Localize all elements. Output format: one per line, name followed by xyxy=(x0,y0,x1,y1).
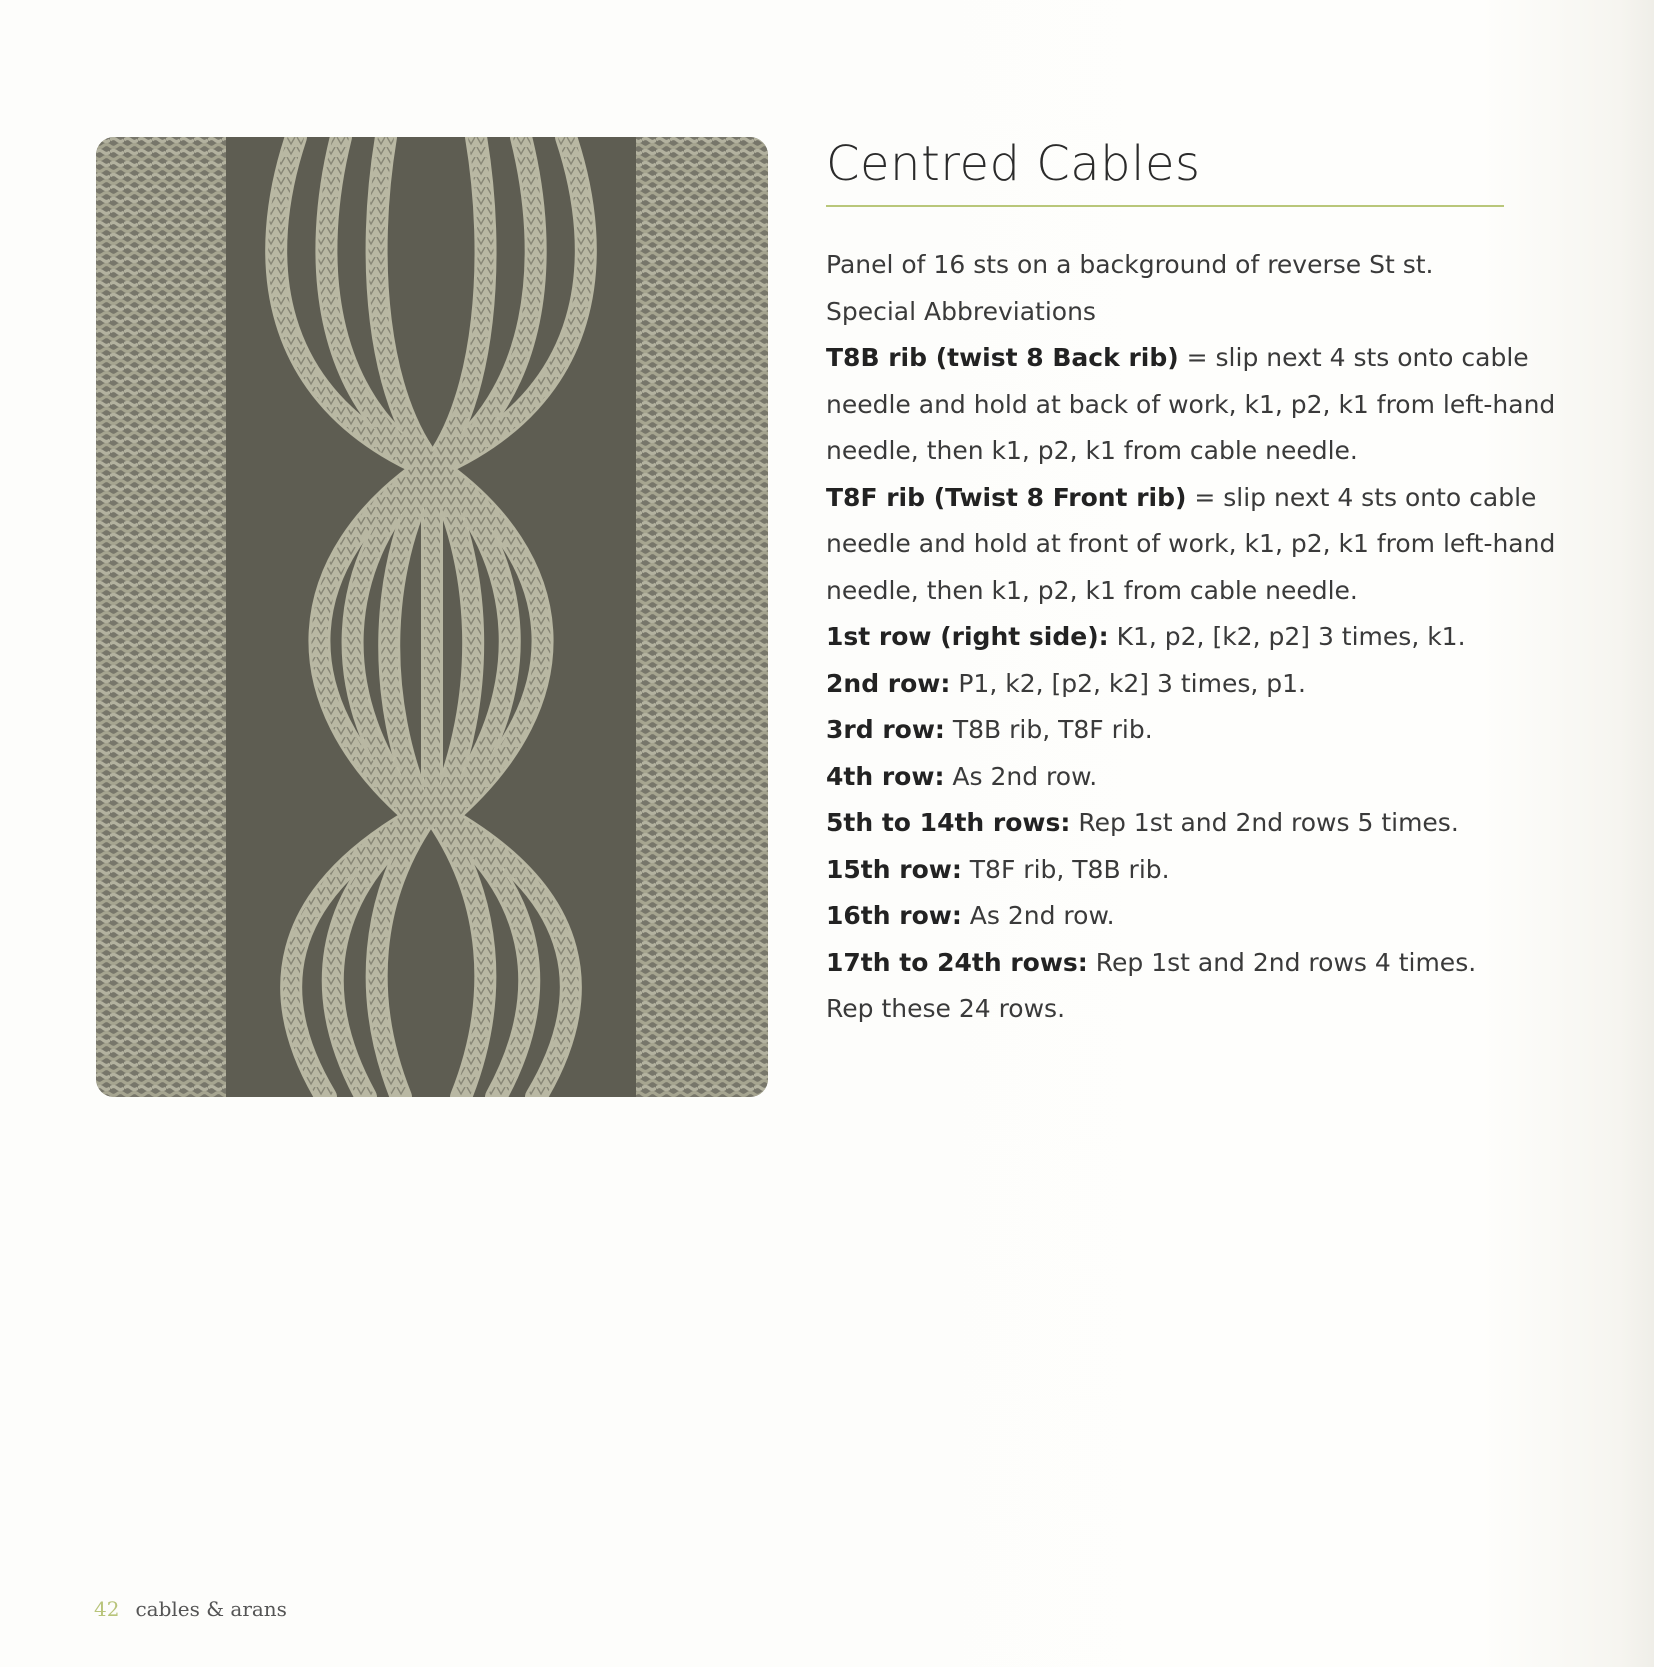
instruction-text: As 2nd row. xyxy=(961,901,1115,930)
instruction-text: needle and hold at back of work, k1, p2, k1 from left-hand xyxy=(826,389,1556,419)
instruction-text: = slip next 4 sts onto cable xyxy=(1178,343,1529,372)
instruction-label: 4th row: xyxy=(826,761,945,791)
instruction-label: 17th to 24th rows: xyxy=(826,947,1088,977)
instruction-line xyxy=(826,614,1516,661)
instruction-text: Rep these 24 rows. xyxy=(826,994,1066,1023)
page-title: Centred Cables xyxy=(826,136,1201,192)
instruction-label: 1st row (right side): xyxy=(826,622,1109,651)
instruction-line xyxy=(826,707,1516,754)
instruction-label: 15th row: xyxy=(826,854,962,884)
instruction-line xyxy=(826,335,1529,382)
title-rule xyxy=(826,205,1504,207)
instruction-line xyxy=(826,754,1516,801)
instruction-text: T8F rib, T8B rib. xyxy=(961,854,1170,884)
instruction-text: P1, k2, [p2, k2] 3 times, p1. xyxy=(950,668,1306,698)
knitted-swatch-photo xyxy=(96,137,768,1097)
instruction-text: K1, p2, [k2, p2] 3 times, k1. xyxy=(1108,622,1466,651)
instruction-line xyxy=(826,661,1516,708)
instruction-line xyxy=(826,568,1516,615)
instruction-text: needle and hold at front of work, k1, p2, k1 from left-hand xyxy=(826,529,1556,558)
instruction-text: = slip next 4 sts onto cable xyxy=(1186,482,1537,512)
instruction-line xyxy=(826,940,1516,987)
instruction-text: Panel of 16 sts on a background of reverse St st. xyxy=(826,250,1434,279)
instruction-text: needle, then k1, p2, k1 from cable needle. xyxy=(826,575,1358,605)
instruction-line xyxy=(826,242,1516,289)
pattern-instructions xyxy=(826,242,1556,1033)
page-number: 42 xyxy=(94,1597,120,1621)
instruction-label: T8F rib (Twist 8 Front rib) xyxy=(826,482,1187,512)
instruction-line xyxy=(826,893,1516,940)
instruction-line xyxy=(826,289,1516,336)
instruction-text: T8B rib, T8F rib. xyxy=(944,715,1153,744)
instruction-line xyxy=(826,428,1516,475)
instruction-line xyxy=(826,986,1516,1033)
instruction-line xyxy=(826,800,1516,847)
instruction-text: As 2nd row. xyxy=(944,761,1098,791)
instruction-label: T8B rib (twist 8 Back rib) xyxy=(826,343,1179,372)
instruction-line xyxy=(826,382,1556,429)
instruction-text: needle, then k1, p2, k1 from cable needle. xyxy=(826,436,1358,465)
instruction-text: Special Abbreviations xyxy=(826,296,1096,326)
instruction-text: Rep 1st and 2nd rows 5 times. xyxy=(1070,808,1459,837)
instruction-line xyxy=(826,521,1556,568)
page-footer xyxy=(94,1597,287,1621)
instruction-text: Rep 1st and 2nd rows 4 times. xyxy=(1087,947,1477,977)
instruction-label: 2nd row: xyxy=(826,668,951,698)
instruction-label: 5th to 14th rows: xyxy=(826,808,1071,837)
instruction-label: 3rd row: xyxy=(826,715,945,744)
instruction-label: 16th row: xyxy=(826,901,962,930)
section-name: cables & arans xyxy=(135,1597,287,1621)
instruction-line xyxy=(826,475,1537,522)
instruction-line xyxy=(826,847,1516,894)
